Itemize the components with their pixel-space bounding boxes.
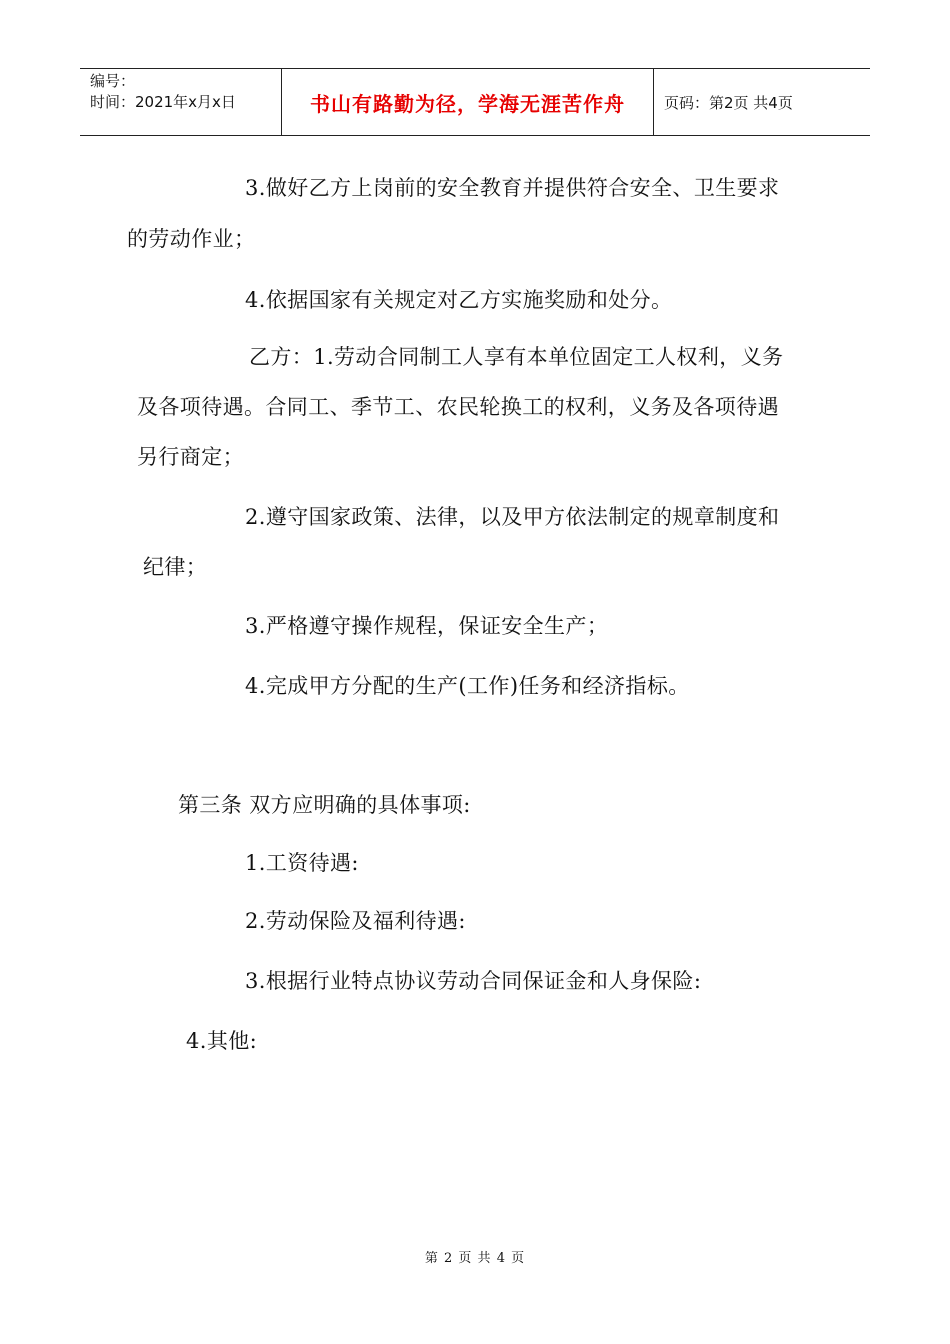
- body-line: 1.工资待遇:: [245, 851, 359, 875]
- body-line: 2.劳动保险及福利待遇:: [245, 909, 466, 933]
- body-line: 及各项待遇。合同工、季节工、农民轮换工的权利，义务及各项待遇: [137, 395, 779, 419]
- body-line: 乙方：1.劳动合同制工人享有本单位固定工人权利，义务: [249, 345, 784, 369]
- body-line: 3.根据行业特点协议劳动合同保证金和人身保险:: [245, 969, 702, 993]
- body-line: 纪律；: [143, 555, 208, 579]
- page-footer: 第 2 页 共 4 页: [424, 1251, 526, 1266]
- body-line: 4.依据国家有关规定对乙方实施奖励和处分。: [245, 288, 673, 312]
- body-line: 3.做好乙方上岗前的安全教育并提供符合安全、卫生要求: [245, 176, 780, 200]
- header-motto: 书山有路勤为径，学海无涯苦作舟: [282, 69, 654, 135]
- document-number-label: 编号：: [90, 72, 136, 90]
- page-header: [80, 68, 870, 136]
- header-page-info: 页码：第2页 共4页: [664, 93, 793, 112]
- body-line: 4.其他:: [186, 1029, 258, 1053]
- body-line: 4.完成甲方分配的生产(工作)任务和经济指标。: [245, 674, 690, 698]
- section-heading: 第三条 双方应明确的具体事项:: [178, 793, 471, 817]
- body-line: 另行商定；: [137, 445, 244, 469]
- document-time-label: 时间：2021年x月x日: [90, 93, 236, 111]
- body-line: 的劳动作业；: [127, 227, 256, 251]
- body-line: 3.严格遵守操作规程，保证安全生产；: [245, 614, 609, 638]
- body-line: 2.遵守国家政策、法律，以及甲方依法制定的规章制度和: [245, 505, 780, 529]
- header-meta: [80, 69, 282, 135]
